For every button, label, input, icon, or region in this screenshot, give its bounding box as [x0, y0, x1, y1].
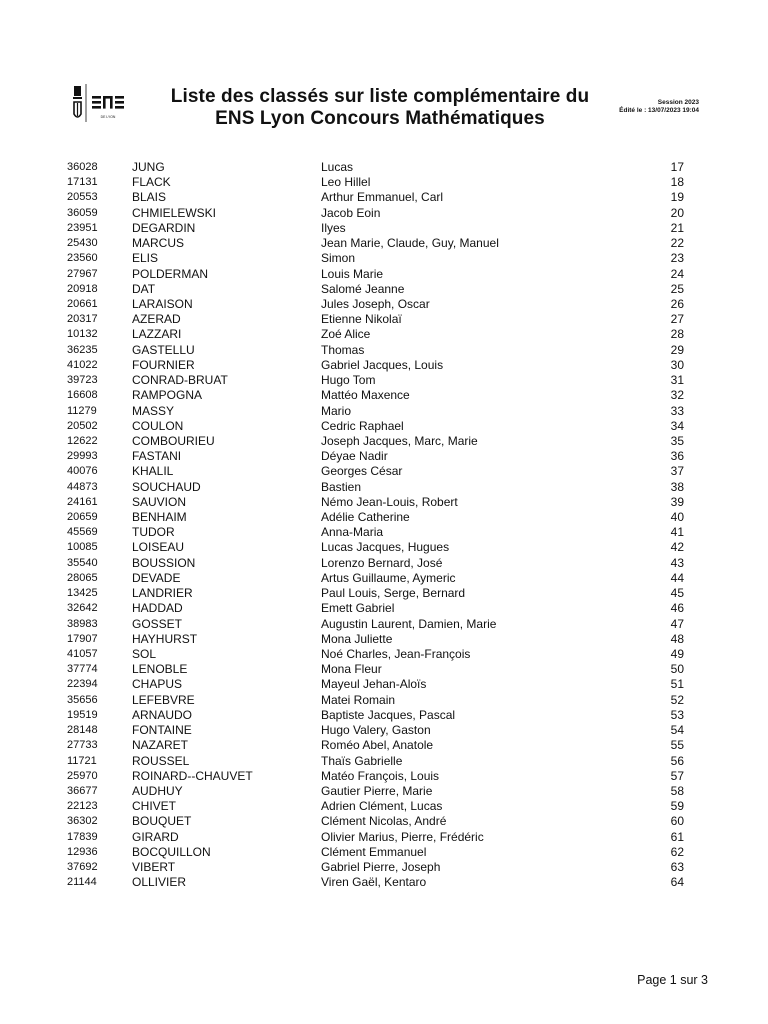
candidate-number: 37774: [67, 663, 98, 676]
list-item: [0, 251, 768, 266]
list-item: [0, 875, 768, 890]
list-item: [0, 754, 768, 769]
candidate-rank: 33: [670, 403, 684, 418]
list-item: [0, 723, 768, 738]
candidate-rank: 20: [670, 205, 684, 220]
ens-logo: [70, 80, 130, 130]
candidate-rank: 32: [670, 388, 684, 403]
candidate-surname: AZERAD: [132, 312, 181, 327]
candidate-surname: VIBERT: [132, 860, 176, 875]
candidate-number: 41022: [67, 358, 98, 371]
candidate-number: 10085: [67, 541, 98, 554]
candidate-rank: 58: [670, 783, 684, 798]
candidate-firstnames: Anna-Maria: [321, 525, 384, 540]
list-item: [0, 830, 768, 845]
candidate-firstnames: Mayeul Jehan-Aloïs: [321, 677, 427, 692]
list-item: [0, 160, 768, 175]
candidate-number: 36302: [67, 815, 98, 828]
candidate-number: 36028: [67, 161, 98, 173]
candidate-firstnames: Matéo François, Louis: [321, 768, 440, 783]
candidate-surname: LOISEAU: [132, 540, 185, 555]
list-item: [0, 845, 768, 860]
candidate-firstnames: Adélie Catherine: [321, 510, 410, 525]
candidate-number: 28148: [67, 724, 98, 737]
candidate-rank: 56: [670, 753, 684, 768]
candidate-firstnames: Jules Joseph, Oscar: [321, 296, 430, 311]
candidate-number: 39723: [67, 374, 98, 387]
candidate-rank: 46: [670, 601, 684, 616]
candidate-number: 35656: [67, 693, 98, 706]
candidate-rank: 49: [670, 647, 684, 661]
list-item: [0, 601, 768, 616]
candidate-rank: 18: [670, 175, 684, 190]
candidate-rank: 30: [670, 357, 684, 372]
candidate-firstnames: Joseph Jacques, Marc, Marie: [321, 433, 478, 448]
candidate-surname: ROUSSEL: [132, 753, 190, 768]
candidate-number: 29993: [67, 450, 98, 463]
candidate-rank: 23: [670, 251, 684, 266]
candidate-firstnames: Clément Emmanuel: [321, 844, 427, 859]
list-item: [0, 738, 768, 753]
candidate-rank: 54: [670, 723, 684, 738]
list-item: [0, 419, 768, 434]
candidate-surname: SAUVION: [132, 494, 187, 509]
list-item: [0, 495, 768, 510]
candidate-firstnames: Bastien: [321, 479, 362, 494]
list-item: [0, 434, 768, 449]
candidate-rank: 47: [670, 616, 684, 631]
list-item: [0, 388, 768, 403]
candidate-number: 35540: [67, 556, 98, 569]
candidate-number: 20918: [67, 282, 98, 295]
candidate-firstnames: Zoé Alice: [321, 327, 371, 342]
candidate-surname: RAMPOGNA: [132, 388, 203, 403]
candidate-firstnames: Augustin Laurent, Damien, Marie: [321, 616, 497, 631]
list-item: [0, 586, 768, 601]
list-item: [0, 327, 768, 342]
list-item: [0, 556, 768, 571]
candidate-firstnames: Lorenzo Bernard, José: [321, 555, 443, 570]
list-item: [0, 662, 768, 677]
list-item: [0, 814, 768, 829]
candidate-firstnames: Clément Nicolas, André: [321, 814, 447, 829]
candidate-number: 17839: [67, 830, 98, 843]
candidate-firstnames: Gautier Pierre, Marie: [321, 783, 433, 798]
edited-date: Édité le : 13/07/2023 19:04: [619, 107, 699, 114]
candidate-rank: 64: [670, 875, 684, 890]
list-item: [0, 693, 768, 708]
candidate-firstnames: Gabriel Jacques, Louis: [321, 357, 444, 372]
page-indicator: Page 1 sur 3: [637, 973, 708, 987]
candidate-number: 27733: [67, 739, 98, 752]
candidate-firstnames: Louis Marie: [321, 266, 384, 281]
candidate-number: 11721: [67, 754, 97, 767]
candidate-surname: MARCUS: [132, 236, 185, 251]
candidate-number: 28065: [67, 571, 98, 584]
candidate-number: 10132: [67, 328, 98, 341]
list-item: [0, 297, 768, 312]
candidate-number: 20661: [67, 297, 98, 310]
session-info: [619, 99, 699, 115]
list-item: [0, 236, 768, 251]
candidate-surname: DEGARDIN: [132, 220, 196, 235]
candidate-firstnames: Noé Charles, Jean-François: [321, 647, 471, 661]
session-label: Session 2023: [657, 99, 699, 106]
candidate-surname: BENHAIM: [132, 510, 187, 525]
candidate-surname: LAZZARI: [132, 327, 182, 342]
candidate-firstnames: Lucas Jacques, Hugues: [321, 540, 450, 555]
candidate-rank: 35: [670, 433, 684, 448]
candidate-surname: ELIS: [132, 251, 159, 266]
candidate-firstnames: Etienne Nikolaï: [321, 312, 402, 327]
candidate-rank: 25: [670, 281, 684, 296]
candidate-number: 23560: [67, 252, 98, 265]
candidate-surname: NAZARET: [132, 738, 189, 753]
candidate-rank: 24: [670, 266, 684, 281]
list-item: [0, 860, 768, 875]
candidate-number: 36059: [67, 206, 98, 219]
candidate-rank: 63: [670, 860, 684, 875]
list-item: [0, 510, 768, 525]
candidate-surname: KHALIL: [132, 464, 174, 479]
candidate-number: 12622: [67, 434, 98, 447]
list-item: [0, 267, 768, 282]
candidate-firstnames: Georges César: [321, 464, 403, 479]
candidate-surname: CONRAD-BRUAT: [132, 373, 228, 388]
candidate-number: 11279: [67, 404, 97, 417]
candidate-number: 40076: [67, 465, 98, 478]
list-item: [0, 571, 768, 586]
candidate-number: 24161: [67, 495, 98, 508]
candidate-firstnames: Salomé Jeanne: [321, 281, 405, 296]
candidate-rank: 60: [670, 814, 684, 829]
candidate-firstnames: Jean Marie, Claude, Guy, Manuel: [321, 236, 499, 251]
list-item: [0, 769, 768, 784]
candidate-rank: 51: [670, 677, 684, 692]
candidate-number: 21144: [67, 876, 97, 889]
list-item: [0, 708, 768, 723]
list-item: [0, 632, 768, 647]
candidate-surname: AUDHUY: [132, 783, 183, 798]
candidate-rank: 50: [670, 662, 684, 677]
candidate-firstnames: Jacob Eoin: [321, 205, 381, 220]
logo-subtext: DE LYON: [100, 115, 116, 119]
candidate-rank: 59: [670, 799, 684, 814]
candidate-surname: POLDERMAN: [132, 266, 209, 281]
candidate-rank: 40: [670, 510, 684, 525]
candidate-surname: ROINARD--CHAUVET: [132, 768, 253, 783]
candidate-rank: 17: [670, 160, 684, 174]
candidate-rank: 52: [670, 692, 684, 707]
candidate-firstnames: Adrien Clément, Lucas: [321, 799, 443, 814]
list-item: [0, 617, 768, 632]
candidate-surname: GOSSET: [132, 616, 183, 631]
candidate-number: 25970: [67, 769, 98, 782]
list-item: [0, 358, 768, 373]
candidate-rank: 29: [670, 342, 684, 357]
candidate-firstnames: Paul Louis, Serge, Bernard: [321, 586, 466, 601]
list-item: [0, 343, 768, 358]
candidate-surname: FLACK: [132, 175, 171, 190]
candidate-firstnames: Thomas: [321, 342, 365, 357]
list-item: [0, 175, 768, 190]
candidate-surname: DAT: [132, 281, 156, 296]
candidate-number: 32642: [67, 602, 98, 615]
candidate-surname: HADDAD: [132, 601, 183, 616]
list-item: [0, 480, 768, 495]
candidate-number: 36677: [67, 784, 98, 797]
candidate-number: 20502: [67, 419, 98, 432]
candidate-rank: 34: [670, 418, 684, 433]
candidate-number: 36235: [67, 343, 98, 356]
candidate-firstnames: Baptiste Jacques, Pascal: [321, 707, 456, 722]
candidate-number: 16608: [67, 389, 98, 402]
candidate-surname: SOUCHAUD: [132, 479, 201, 494]
candidate-number: 12936: [67, 845, 98, 858]
candidate-number: 45569: [67, 526, 98, 539]
candidate-surname: FASTANI: [132, 449, 182, 464]
list-item: [0, 373, 768, 388]
candidate-surname: CHIVET: [132, 799, 177, 814]
candidate-firstnames: Olivier Marius, Pierre, Frédéric: [321, 829, 484, 844]
candidate-surname: BOUSSION: [132, 555, 196, 570]
list-item: [0, 312, 768, 327]
candidate-rank: 31: [670, 373, 684, 388]
candidate-firstnames: Mona Juliette: [321, 631, 393, 646]
candidate-number: 37692: [67, 861, 98, 874]
candidate-rank: 19: [670, 190, 684, 205]
candidate-firstnames: Thaïs Gabrielle: [321, 753, 403, 768]
ens-logo-mark: [70, 80, 130, 130]
candidate-surname: GASTELLU: [132, 342, 195, 357]
candidate-rank: 41: [670, 525, 684, 540]
candidate-surname: CHMIELEWSKI: [132, 205, 217, 220]
candidate-firstnames: Hugo Valery, Gaston: [321, 723, 431, 738]
candidate-rank: 38: [670, 479, 684, 494]
list-item: [0, 677, 768, 692]
list-item: [0, 449, 768, 464]
candidate-surname: SOL: [132, 647, 157, 661]
candidate-firstnames: Arthur Emmanuel, Carl: [321, 190, 444, 205]
candidate-surname: GIRARD: [132, 829, 179, 844]
candidate-firstnames: Mattéo Maxence: [321, 388, 410, 403]
candidate-number: 20553: [67, 191, 98, 204]
candidate-number: 38983: [67, 617, 98, 630]
candidate-firstnames: Ilyes: [321, 220, 346, 235]
candidate-rank: 44: [670, 570, 684, 585]
list-item: [0, 784, 768, 799]
ranking-list: [0, 160, 768, 891]
candidate-firstnames: Cedric Raphael: [321, 418, 404, 433]
candidate-number: 23951: [67, 221, 98, 234]
list-item: [0, 282, 768, 297]
title-line-1: Liste des classés sur liste complémentaire du: [170, 86, 590, 107]
candidate-surname: LARAISON: [132, 296, 193, 311]
title-line-2: ENS Lyon Concours Mathématiques: [215, 108, 545, 129]
candidate-rank: 43: [670, 555, 684, 570]
candidate-rank: 61: [670, 829, 684, 844]
candidate-number: 22394: [67, 678, 98, 691]
document-title: [150, 86, 610, 130]
list-item: [0, 190, 768, 205]
candidate-number: 20659: [67, 511, 98, 524]
list-item: [0, 464, 768, 479]
candidate-rank: 62: [670, 844, 684, 859]
candidate-number: 41057: [67, 648, 98, 660]
candidate-number: 25430: [67, 237, 98, 250]
candidate-firstnames: Artus Guillaume, Aymeric: [321, 570, 456, 585]
candidate-firstnames: Simon: [321, 251, 356, 266]
candidate-number: 22123: [67, 800, 98, 813]
candidate-firstnames: Matei Romain: [321, 692, 396, 707]
candidate-rank: 53: [670, 707, 684, 722]
candidate-number: 20317: [67, 313, 98, 326]
candidate-firstnames: Mario: [321, 403, 352, 418]
candidate-rank: 45: [670, 586, 684, 601]
candidate-firstnames: Déyae Nadir: [321, 449, 388, 464]
candidate-surname: FOURNIER: [132, 357, 195, 372]
candidate-surname: JUNG: [132, 160, 165, 174]
candidate-number: 19519: [67, 708, 98, 721]
candidate-rank: 37: [670, 464, 684, 479]
candidate-surname: TUDOR: [132, 525, 175, 540]
candidate-firstnames: Mona Fleur: [321, 662, 382, 677]
candidate-surname: LENOBLE: [132, 662, 188, 677]
candidate-number: 13425: [67, 587, 98, 600]
candidate-rank: 22: [670, 236, 684, 251]
list-item: [0, 206, 768, 221]
candidate-surname: ARNAUDO: [132, 707, 193, 722]
candidate-firstnames: Viren Gaël, Kentaro: [321, 875, 427, 890]
candidate-rank: 27: [670, 312, 684, 327]
candidate-firstnames: Roméo Abel, Anatole: [321, 738, 434, 753]
candidate-number: 17907: [67, 632, 98, 645]
candidate-rank: 26: [670, 296, 684, 311]
list-item: [0, 799, 768, 814]
candidate-rank: 42: [670, 540, 684, 555]
candidate-surname: BOCQUILLON: [132, 844, 211, 859]
candidate-surname: DEVADE: [132, 570, 181, 585]
candidate-number: 44873: [67, 480, 98, 493]
candidate-surname: LANDRIER: [132, 586, 193, 601]
candidate-rank: 48: [670, 631, 684, 646]
candidate-firstnames: Lucas: [321, 160, 354, 174]
candidate-rank: 57: [670, 768, 684, 783]
candidate-firstnames: Hugo Tom: [321, 373, 376, 388]
candidate-surname: OLLIVIER: [132, 875, 187, 890]
list-item: [0, 647, 768, 662]
list-item: [0, 525, 768, 540]
candidate-surname: FONTAINE: [132, 723, 192, 738]
candidate-surname: COULON: [132, 418, 184, 433]
candidate-surname: COMBOURIEU: [132, 433, 215, 448]
candidate-surname: MASSY: [132, 403, 175, 418]
candidate-rank: 28: [670, 327, 684, 342]
candidate-firstnames: Némo Jean-Louis, Robert: [321, 494, 458, 509]
candidate-firstnames: Leo Hillel: [321, 175, 371, 190]
candidate-surname: BLAIS: [132, 190, 167, 205]
list-item: [0, 540, 768, 555]
list-item: [0, 404, 768, 419]
candidate-rank: 39: [670, 494, 684, 509]
candidate-number: 17131: [67, 176, 98, 189]
candidate-surname: HAYHURST: [132, 631, 198, 646]
candidate-rank: 55: [670, 738, 684, 753]
candidate-surname: LEFEBVRE: [132, 692, 195, 707]
candidate-number: 27967: [67, 267, 98, 280]
candidate-firstnames: Gabriel Pierre, Joseph: [321, 860, 441, 875]
candidate-surname: BOUQUET: [132, 814, 192, 829]
candidate-surname: CHAPUS: [132, 677, 183, 692]
candidate-rank: 36: [670, 449, 684, 464]
candidate-rank: 21: [670, 220, 684, 235]
candidate-firstnames: Emett Gabriel: [321, 601, 395, 616]
list-item: [0, 221, 768, 236]
